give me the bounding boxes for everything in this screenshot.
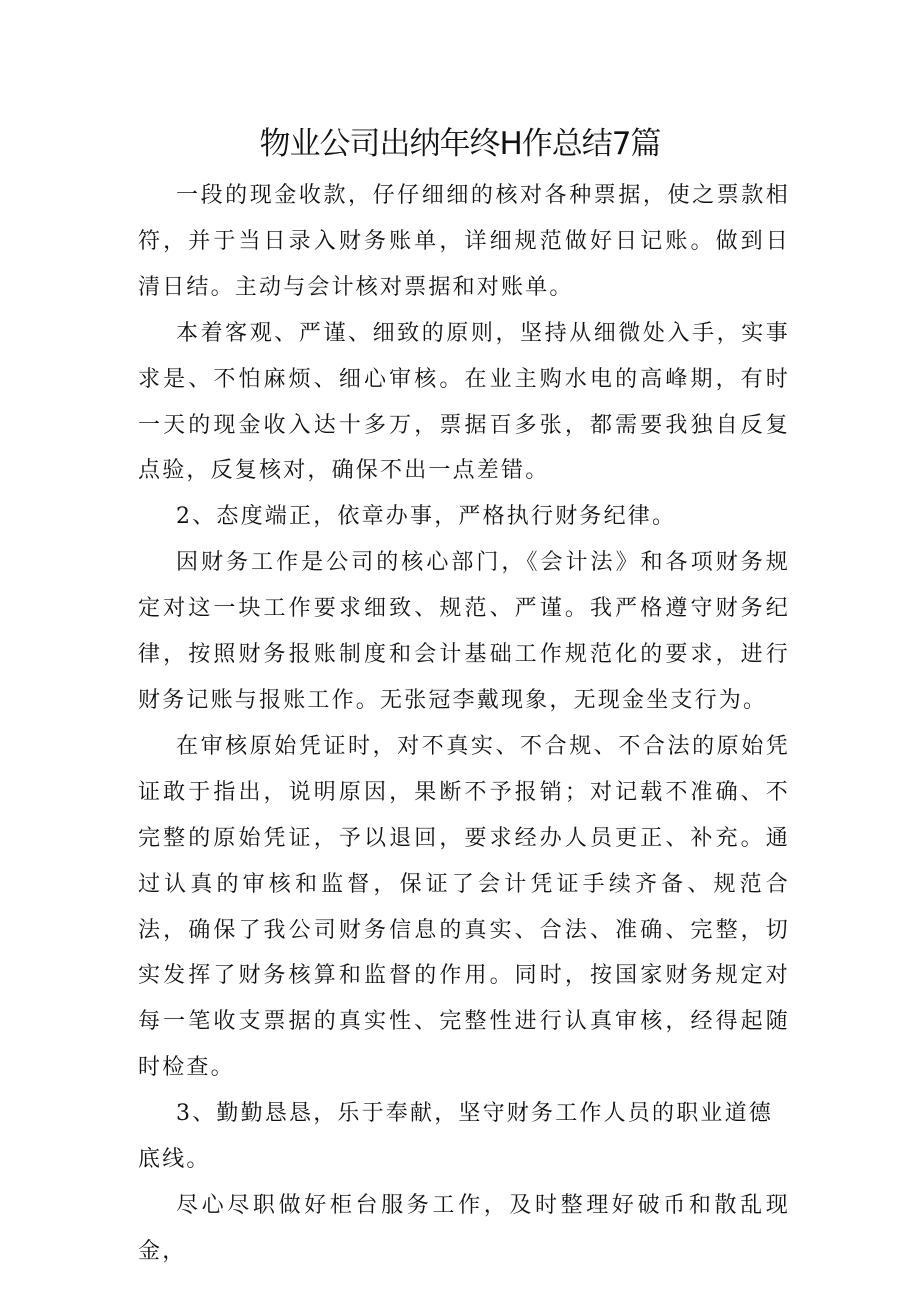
paragraph-cash-receipts: 一段的现金收款，仔仔细细的核对各种票据，使之票款相符，并于当日录入财务账单，详细规范做好日记账。做到日清日结。主动与会计核对票据和对账单。 [138, 183, 790, 300]
document-body [138, 173, 790, 1275]
paragraph-financial-discipline: 因财务工作是公司的核心部门，《会计法》和各项财务规定对这一块工作要求细致、规范、严谨。我严格遵守财务纪律，按照财务报账制度和会计基础工作规范化的要求，进行财务记账与报账工作。无张冠李戴现象，无现金坐支行为。 [138, 550, 790, 713]
section-heading-3-continued: 底线。 [138, 1147, 211, 1173]
section-heading-2: 2、态度端正，依章办事，严格执行财务纪律。 [176, 504, 677, 530]
paragraph-careful-review: 本着客观、严谨、细致的原则，坚持从细微处入手，实事求是、不怕麻烦、细心审核。在业主购水电的高峰期，有时一天的现金收入达十多万，票据百多张，都需要我独自反复点验，反复核对，确保不出一点差错。 [138, 320, 790, 484]
paragraph-counter-service: 尽心尽职做好柜台服务工作，及时整理好破币和散乱现金， [138, 1192, 790, 1264]
paragraph-voucher-audit: 在审核原始凭证时，对不真实、不合规、不合法的原始凭证敢于指出，说明原因，果断不予报销；对记载不准确、不完整的原始凭证，予以退回，要求经办人员更正、补充。通过认真的审核和监督，保证了会计凭证手续齐备、规范合法，确保了我公司财务信息的真实、合法、准确、完整，切实发挥了财务核算和监督的作用。同时，按国家财务规定对每一笔收支票据的真实性、完整性进行认真审核，经得起随时检查。 [138, 733, 790, 1081]
section-heading-3: 3、勤勤恳恳，乐于奉献，坚守财务工作人员的职业道德 [176, 1101, 773, 1127]
document-title: 物业公司出纳年终H作总结7篇 [259, 126, 661, 162]
